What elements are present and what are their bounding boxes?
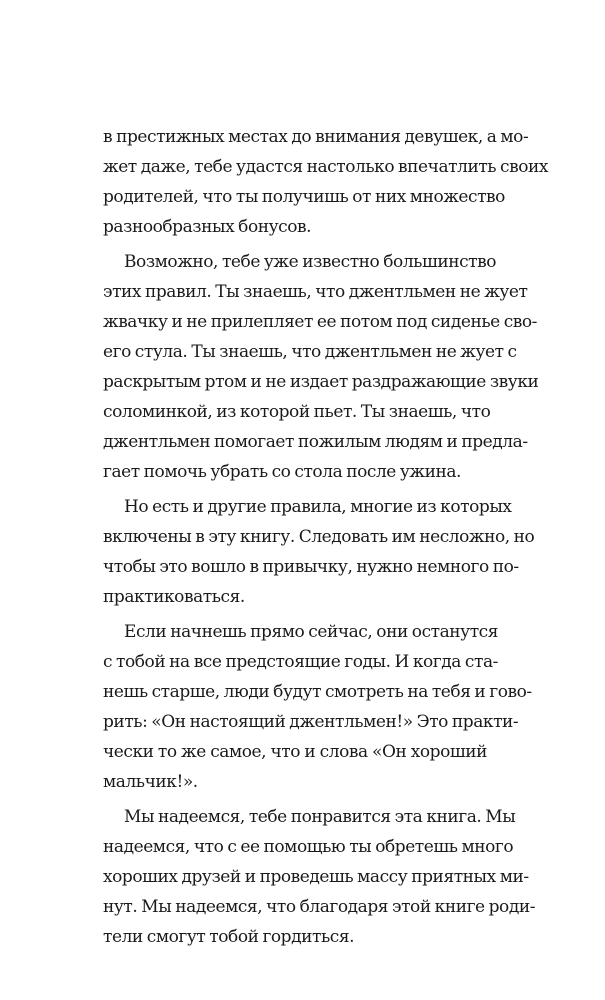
text-line: чески то же самое, что и слова «Он хороший	[103, 742, 487, 762]
text-line: рить: «Он настоящий джентльмен!» Это практи-	[103, 712, 519, 732]
text-line: жет даже, тебе удастся настолько впечатлить своих	[103, 157, 549, 177]
text-line: этих правил. Ты знаешь, что джентльмен не жует	[103, 282, 528, 302]
text-line: разнообразных бонусов.	[103, 217, 312, 237]
text-line: Мы надеемся, тебе понравится эта книга. Мы	[124, 807, 516, 827]
body-text	[103, 122, 549, 952]
paragraph	[103, 122, 549, 242]
text-line: нешь старше, люди будут смотреть на тебя и гово-	[103, 682, 532, 702]
paragraph	[103, 247, 539, 487]
text-line: включены в эту книгу. Следовать им несложно, но	[103, 527, 535, 547]
text-line: раскрытым ртом и не издает раздражающие звуки	[103, 372, 539, 392]
text-line: мальчик!».	[103, 772, 198, 792]
text-line: Если начнешь прямо сейчас, они останутся	[124, 622, 499, 642]
text-line: Но есть и другие правила, многие из которых	[124, 497, 512, 517]
text-line: родителей, что ты получишь от них множество	[103, 187, 505, 207]
text-line: хороших друзей и проведешь массу приятных ми-	[103, 867, 529, 887]
text-line: нут. Мы надеемся, что благодаря этой книге роди-	[103, 897, 536, 917]
text-line: тели смогут тобой гордиться.	[103, 927, 355, 947]
text-line: соломинкой, из которой пьет. Ты знаешь, что	[103, 402, 491, 422]
text-line: надеемся, что с ее помощью ты обретешь много	[103, 837, 514, 857]
text-line: Возможно, тебе уже известно большинство	[124, 252, 497, 272]
text-line: в престижных местах до внимания девушек, а мо-	[103, 127, 529, 147]
text-line: его стула. Ты знаешь, что джентльмен не жует с	[103, 342, 517, 362]
paragraph	[103, 492, 535, 612]
text-line: с тобой на все предстоящие годы. И когда ста-	[103, 652, 498, 672]
text-line: гает помочь убрать со стола после ужина.	[103, 462, 462, 482]
text-line: джентльмен помогает пожилым людям и предла-	[103, 432, 528, 452]
text-line: жвачку и не прилепляет ее потом под сиденье сво-	[103, 312, 537, 332]
paragraph	[103, 802, 536, 952]
text-line: чтобы это вошло в привычку, нужно немного по-	[103, 557, 519, 577]
paragraph	[103, 617, 532, 797]
text-line: практиковаться.	[103, 587, 245, 607]
